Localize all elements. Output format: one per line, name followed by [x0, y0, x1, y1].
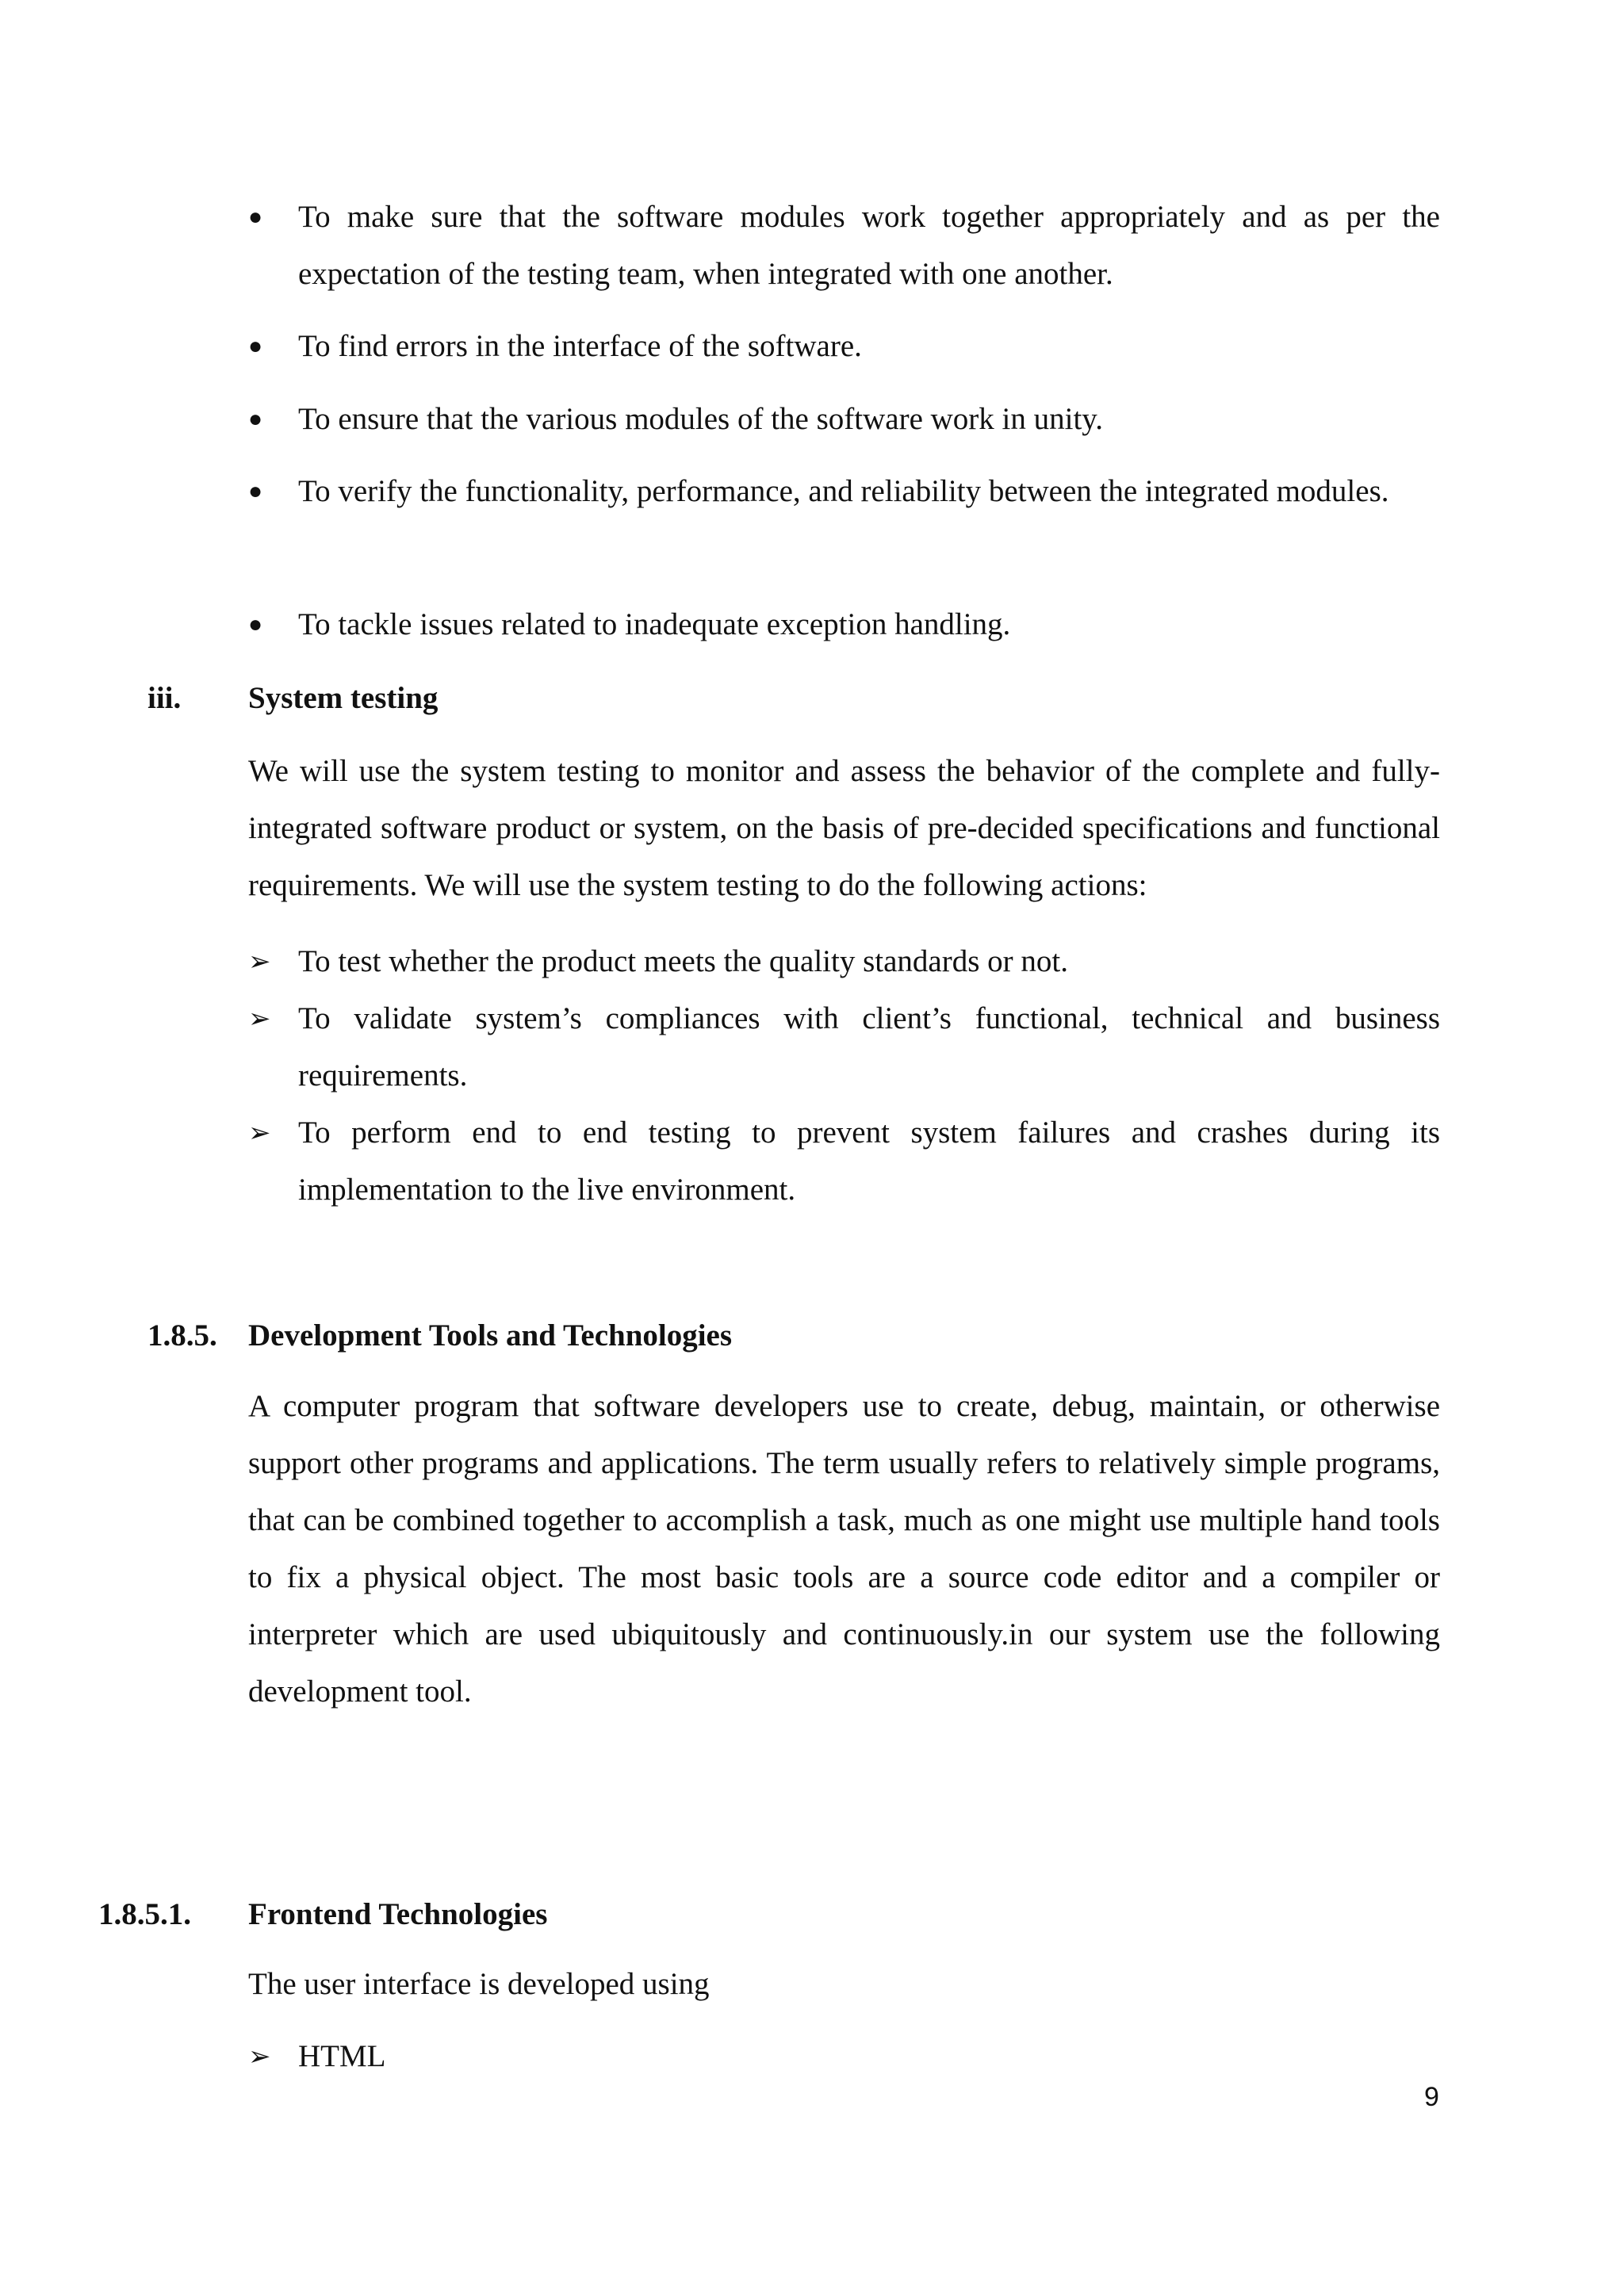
arrow-bullet-icon: ➢	[248, 946, 271, 978]
section-heading: Frontend Technologies	[248, 1897, 548, 1931]
list-item-text: To validate system’s compliances with client’s functional, technical and business requirements.	[298, 1001, 1440, 1093]
bullet-dot-icon: ●	[248, 611, 263, 637]
list-item	[248, 933, 1440, 990]
list-item-text: To perform end to end testing to prevent system failures and crashes during its implementation to the live environment.	[298, 1115, 1440, 1207]
section-number: 1.8.5.1.	[98, 1897, 191, 1931]
list-item-text: To test whether the product meets the quality standards or not.	[298, 944, 1068, 978]
arrow-bullet-icon: ➢	[248, 2041, 271, 2072]
list-item	[248, 318, 1440, 375]
bullet-dot-icon: ●	[248, 478, 263, 504]
list-item	[248, 990, 1440, 1104]
page-number: 9	[1424, 2082, 1439, 2112]
list-item	[248, 391, 1440, 448]
bullet-dot-icon: ●	[248, 406, 263, 432]
section-number: iii.	[147, 681, 182, 715]
bullet-dot-icon: ●	[248, 333, 263, 359]
list-item-text: HTML	[298, 2039, 386, 2073]
paragraph: A computer program that software developers use to create, debug, maintain, or otherwise support other programs and applications. The term usually refers to relatively simple programs, that can be combined together to accomplish a task, much as one might use multiple hand tools to fix a physical object. The most basic tools are a source code editor and a compiler or interpreter which are used ubiquitously and continuously.in our system use the following development tool.	[248, 1389, 1440, 1709]
list-item-text: To verify the functionality, performance, and reliability between the integrated modules.	[298, 474, 1389, 508]
list-item	[248, 1104, 1440, 1219]
arrow-bullet-icon: ➢	[248, 1003, 271, 1035]
section-number: 1.8.5.	[147, 1318, 217, 1353]
list-item	[248, 2028, 1440, 2085]
list-item-text: To ensure that the various modules of the software work in unity.	[298, 402, 1104, 436]
section-heading: System testing	[248, 681, 439, 715]
arrow-bullet-icon: ➢	[248, 1117, 271, 1149]
paragraph: We will use the system testing to monitor and assess the behavior of the complete and fully-integrated software product or system, on the basis of pre-decided specifications and functional requirements. We will use the system testing to do the following actions:	[248, 754, 1440, 902]
list-item-text: To find errors in the interface of the software.	[298, 329, 862, 363]
list-item-text: To make sure that the software modules work together appropriately and as per the expectation of the testing team, when integrated with one another.	[298, 200, 1440, 291]
list-item	[248, 463, 1440, 520]
bullet-dot-icon: ●	[248, 204, 263, 230]
paragraph: The user interface is developed using	[248, 1967, 710, 2001]
list-item	[248, 596, 1440, 653]
list-item	[248, 189, 1440, 303]
list-item-text: To tackle issues related to inadequate exception handling.	[298, 607, 1011, 641]
section-heading: Development Tools and Technologies	[248, 1318, 733, 1353]
